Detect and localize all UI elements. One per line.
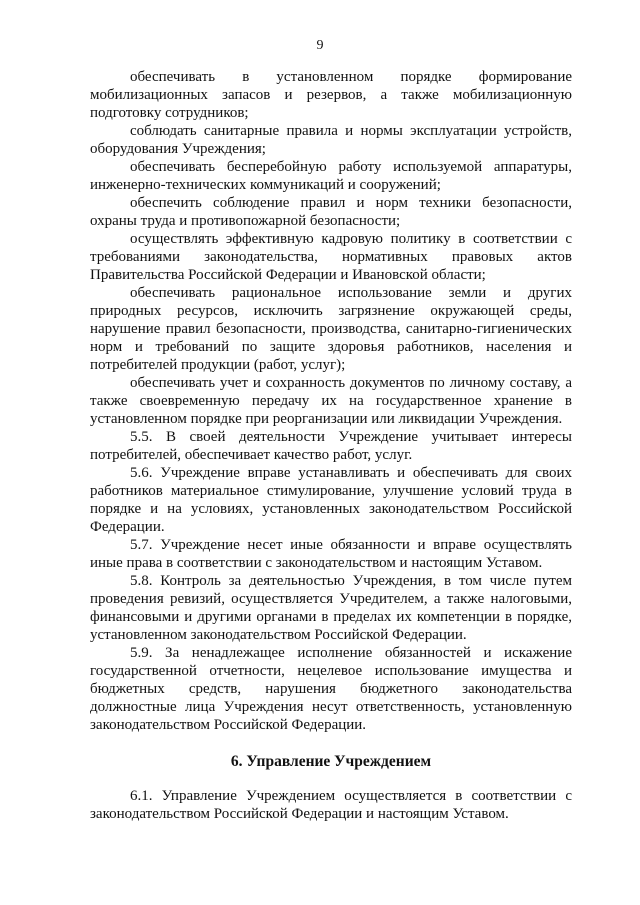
clause-5-9: 5.9. За ненадлежащее исполнение обязанностей и искажение государственной отчетности, нецелевое использование имущества и бюджетных средств, нарушения бюджетного законодательства должностные лица Учреждения несут ответственность, установленную законодательством Российской Федерации. — [90, 645, 572, 733]
page-number: 9 — [316, 38, 324, 53]
clause-5-8: 5.8. Контроль за деятельностью Учреждения, в том числе путем проведения ревизий, осуществляется Учредителем, а также налоговыми, финансовыми и другими органами в пределах их компетенции в порядке, установленном законодательством Российской Федерации. — [90, 573, 572, 643]
clause-5-6: 5.6. Учреждение вправе устанавливать и обеспечивать для своих работников материальное стимулирование, улучшение условий труда в порядке и на условиях, установленных законодательством Российской Федерации. — [90, 465, 572, 535]
paragraph: соблюдать санитарные правила и нормы эксплуатации устройств, оборудования Учреждения; — [90, 123, 572, 157]
paragraph: осуществлять эффективную кадровую политику в соответствии с требованиями законодательства, нормативных правовых актов Правительства Российской Федерации и Ивановской области; — [90, 231, 572, 283]
document-body — [90, 68, 572, 823]
section-heading: 6. Управление Учреждением — [230, 753, 432, 770]
paragraph: обеспечивать учет и сохранность документов по личному составу, а также своевременную передачу их на государственное хранение в установленном порядке при реорганизации или ликвидации Учреждения. — [90, 375, 572, 427]
paragraph: обеспечивать бесперебойную работу используемой аппаратуры, инженерно-технических коммуникаций и сооружений; — [90, 159, 572, 193]
paragraph: обеспечить соблюдение правил и норм техники безопасности, охраны труда и противопожарной безопасности; — [90, 195, 572, 229]
clause-5-7: 5.7. Учреждение несет иные обязанности и вправе осуществлять иные права в соответствии с законодательством и настоящим Уставом. — [90, 537, 572, 571]
clause-5-5: 5.5. В своей деятельности Учреждение учитывает интересы потребителей, обеспечивает качество работ, услуг. — [90, 429, 572, 463]
clause-6-1: 6.1. Управление Учреждением осуществляется в соответствии с законодательством Российской Федерации и настоящим Уставом. — [90, 788, 572, 822]
paragraph: обеспечивать рациональное использование земли и других природных ресурсов, исключить загрязнение окружающей среды, нарушение правил безопасности, производства, санитарно-гигиенических норм и требований по защите здоровья работников, населения и потребителей продукции (работ, услуг); — [90, 285, 572, 373]
paragraph: обеспечивать в установленном порядке формирование мобилизационных запасов и резервов, а также мобилизационную подготовку сотрудников; — [90, 69, 572, 121]
